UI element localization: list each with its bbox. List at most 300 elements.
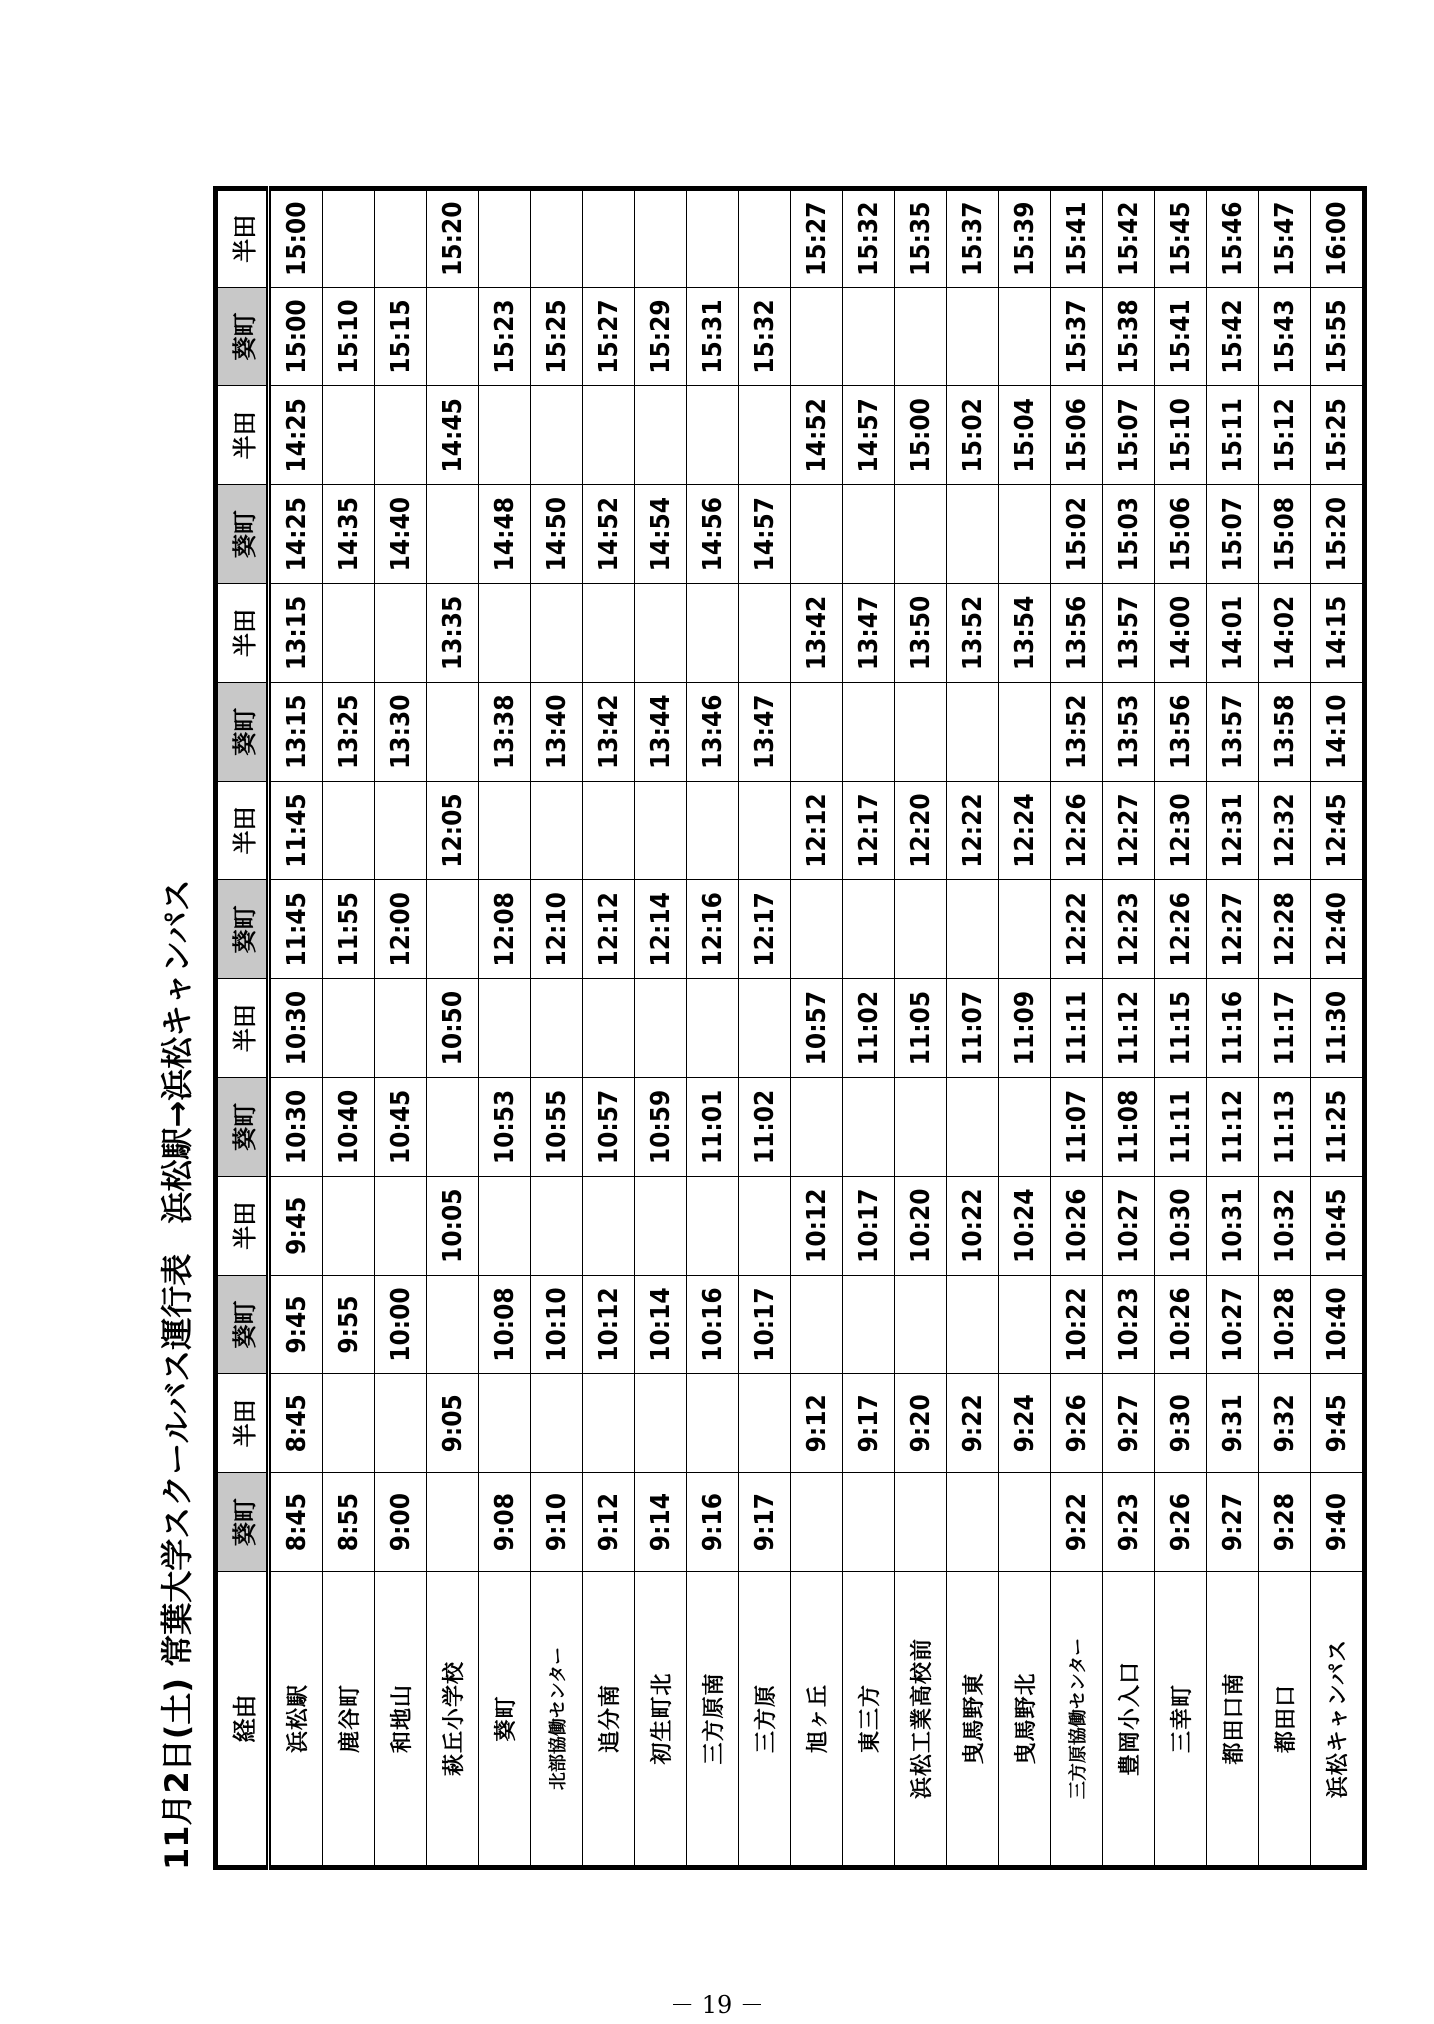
departure-time: 15:39	[999, 188, 1051, 287]
departure-time: 14:25	[269, 386, 323, 485]
departure-time	[791, 1078, 843, 1177]
departure-time: 15:47	[1259, 188, 1311, 287]
departure-time: 15:45	[1155, 188, 1207, 287]
departure-time: 16:00	[1311, 188, 1365, 287]
departure-time: 15:37	[1051, 287, 1103, 386]
departure-time: 9:32	[1259, 1374, 1311, 1473]
table-row	[269, 188, 323, 1867]
departure-time	[531, 1374, 583, 1473]
departure-time	[323, 386, 375, 485]
departure-time	[999, 1078, 1051, 1177]
departure-time: 9:45	[269, 1275, 323, 1374]
departure-time: 12:28	[1259, 880, 1311, 979]
departure-time: 15:55	[1311, 287, 1365, 386]
departure-time: 11:02	[843, 979, 895, 1078]
departure-time: 10:12	[583, 1275, 635, 1374]
stop-name: 旭ヶ丘	[791, 1572, 843, 1868]
departure-time: 10:26	[1155, 1275, 1207, 1374]
stop-name: 都田口	[1259, 1572, 1311, 1868]
header-aoi: 葵町	[216, 1078, 269, 1177]
stop-name: 萩丘小学校	[427, 1572, 479, 1868]
departure-time: 10:40	[323, 1078, 375, 1177]
departure-time: 15:12	[1259, 386, 1311, 485]
departure-time	[323, 1176, 375, 1275]
departure-time: 10:59	[635, 1078, 687, 1177]
departure-time: 14:00	[1155, 584, 1207, 683]
departure-time: 13:44	[635, 682, 687, 781]
departure-time: 12:12	[791, 781, 843, 880]
timetable-body	[269, 188, 1365, 1867]
departure-time: 11:12	[1103, 979, 1155, 1078]
departure-time: 11:13	[1259, 1078, 1311, 1177]
departure-time: 10:23	[1103, 1275, 1155, 1374]
departure-time: 15:00	[269, 287, 323, 386]
departure-time: 15:15	[375, 287, 427, 386]
table-row	[375, 188, 427, 1867]
page-number: － 19 －	[670, 1991, 764, 2019]
departure-time	[583, 1374, 635, 1473]
stop-name: 浜松駅	[269, 1572, 323, 1868]
departure-time	[375, 1176, 427, 1275]
departure-time: 13:46	[687, 682, 739, 781]
departure-time: 13:42	[791, 584, 843, 683]
departure-time: 12:20	[895, 781, 947, 880]
departure-time: 10:24	[999, 1176, 1051, 1275]
departure-time: 10:55	[531, 1078, 583, 1177]
departure-time: 13:52	[1051, 682, 1103, 781]
departure-time	[635, 979, 687, 1078]
departure-time: 12:45	[1311, 781, 1365, 880]
departure-time	[427, 682, 479, 781]
departure-time	[323, 584, 375, 683]
departure-time	[583, 386, 635, 485]
table-row	[1155, 188, 1207, 1867]
departure-time	[375, 188, 427, 287]
departure-time	[947, 682, 999, 781]
stop-name: 浜松工業高校前	[895, 1572, 947, 1868]
departure-time	[739, 1176, 791, 1275]
departure-time: 10:16	[687, 1275, 739, 1374]
departure-time: 12:05	[427, 781, 479, 880]
departure-time	[375, 781, 427, 880]
departure-time: 12:27	[1207, 880, 1259, 979]
departure-time: 15:00	[895, 386, 947, 485]
departure-time: 12:26	[1155, 880, 1207, 979]
departure-time: 10:57	[583, 1078, 635, 1177]
header-route: 経由	[216, 1572, 269, 1868]
departure-time: 12:26	[1051, 781, 1103, 880]
departure-time: 11:02	[739, 1078, 791, 1177]
header-handa: 半田	[216, 386, 269, 485]
departure-time	[843, 485, 895, 584]
departure-time	[583, 781, 635, 880]
departure-time: 13:52	[947, 584, 999, 683]
departure-time: 15:06	[1051, 386, 1103, 485]
departure-time: 11:25	[1311, 1078, 1365, 1177]
departure-time: 15:07	[1103, 386, 1155, 485]
departure-time: 10:08	[479, 1275, 531, 1374]
departure-time: 15:46	[1207, 188, 1259, 287]
table-row	[1051, 188, 1103, 1867]
departure-time	[479, 1374, 531, 1473]
departure-time: 12:30	[1155, 781, 1207, 880]
title-main: 11月2日(土) 常葉大学スクールバス運行表	[158, 1253, 196, 1870]
departure-time: 10:50	[427, 979, 479, 1078]
table-row	[1207, 188, 1259, 1867]
table-row	[1103, 188, 1155, 1867]
departure-time	[479, 584, 531, 683]
departure-time: 15:07	[1207, 485, 1259, 584]
departure-time	[895, 1275, 947, 1374]
departure-time: 9:17	[739, 1473, 791, 1572]
departure-time: 9:30	[1155, 1374, 1207, 1473]
departure-time: 12:23	[1103, 880, 1155, 979]
departure-time: 9:55	[323, 1275, 375, 1374]
departure-time: 11:55	[323, 880, 375, 979]
departure-time	[479, 979, 531, 1078]
header-handa: 半田	[216, 1176, 269, 1275]
departure-time: 10:12	[791, 1176, 843, 1275]
departure-time	[583, 979, 635, 1078]
departure-time: 14:57	[739, 485, 791, 584]
departure-time	[791, 1473, 843, 1572]
table-row	[1259, 188, 1311, 1867]
departure-time: 10:27	[1207, 1275, 1259, 1374]
departure-time	[947, 1078, 999, 1177]
departure-time	[687, 979, 739, 1078]
departure-time: 9:28	[1259, 1473, 1311, 1572]
departure-time: 11:16	[1207, 979, 1259, 1078]
departure-time: 9:27	[1207, 1473, 1259, 1572]
departure-time	[895, 682, 947, 781]
table-row	[479, 188, 531, 1867]
departure-time: 11:12	[1207, 1078, 1259, 1177]
departure-time: 15:38	[1103, 287, 1155, 386]
departure-time: 10:17	[843, 1176, 895, 1275]
departure-time: 15:42	[1207, 287, 1259, 386]
departure-time	[375, 584, 427, 683]
stop-name: 北部協働センター	[531, 1572, 583, 1868]
stop-name: 浜松キャンパス	[1311, 1572, 1365, 1868]
departure-time: 15:02	[1051, 485, 1103, 584]
header-handa: 半田	[216, 979, 269, 1078]
departure-time: 13:56	[1155, 682, 1207, 781]
stop-name: 都田口南	[1207, 1572, 1259, 1868]
departure-time: 10:22	[947, 1176, 999, 1275]
table-row	[739, 188, 791, 1867]
departure-time: 10:45	[375, 1078, 427, 1177]
departure-time: 14:56	[687, 485, 739, 584]
departure-time: 15:27	[583, 287, 635, 386]
departure-time: 15:25	[531, 287, 583, 386]
departure-time: 15:41	[1051, 188, 1103, 287]
stop-name: 三幸町	[1155, 1572, 1207, 1868]
departure-time: 14:40	[375, 485, 427, 584]
departure-time: 10:31	[1207, 1176, 1259, 1275]
departure-time	[531, 979, 583, 1078]
stop-name: 鹿谷町	[323, 1572, 375, 1868]
departure-time: 11:08	[1103, 1078, 1155, 1177]
departure-time	[895, 1078, 947, 1177]
departure-time	[739, 781, 791, 880]
departure-time	[999, 485, 1051, 584]
departure-time: 9:08	[479, 1473, 531, 1572]
departure-time	[895, 1473, 947, 1572]
departure-time	[531, 584, 583, 683]
table-row	[791, 188, 843, 1867]
departure-time: 10:26	[1051, 1176, 1103, 1275]
header-aoi: 葵町	[216, 682, 269, 781]
departure-time: 10:10	[531, 1275, 583, 1374]
departure-time: 14:52	[791, 386, 843, 485]
departure-time: 12:27	[1103, 781, 1155, 880]
departure-time	[375, 386, 427, 485]
departure-time: 15:42	[1103, 188, 1155, 287]
departure-time	[323, 781, 375, 880]
departure-time	[427, 485, 479, 584]
departure-time	[739, 584, 791, 683]
departure-time: 15:10	[1155, 386, 1207, 485]
departure-time: 11:30	[1311, 979, 1365, 1078]
departure-time	[583, 584, 635, 683]
departure-time: 11:01	[687, 1078, 739, 1177]
departure-time: 9:05	[427, 1374, 479, 1473]
departure-time: 13:58	[1259, 682, 1311, 781]
departure-time: 15:04	[999, 386, 1051, 485]
departure-time: 12:31	[1207, 781, 1259, 880]
departure-time: 13:35	[427, 584, 479, 683]
departure-time	[531, 386, 583, 485]
departure-time: 11:05	[895, 979, 947, 1078]
departure-time: 15:00	[269, 188, 323, 287]
departure-time: 9:14	[635, 1473, 687, 1572]
departure-time	[583, 188, 635, 287]
table-row	[427, 188, 479, 1867]
timetable-rotated-block	[145, 190, 1352, 1870]
departure-time: 11:15	[1155, 979, 1207, 1078]
departure-time: 13:38	[479, 682, 531, 781]
departure-time: 13:15	[269, 584, 323, 683]
departure-time: 10:32	[1259, 1176, 1311, 1275]
table-row	[947, 188, 999, 1867]
timetable	[213, 186, 1367, 1870]
departure-time	[843, 1275, 895, 1374]
departure-time	[843, 1473, 895, 1572]
departure-time: 12:22	[1051, 880, 1103, 979]
departure-time: 9:20	[895, 1374, 947, 1473]
departure-time: 9:00	[375, 1473, 427, 1572]
departure-time	[999, 682, 1051, 781]
departure-time	[427, 287, 479, 386]
departure-time: 9:12	[791, 1374, 843, 1473]
departure-time: 11:07	[1051, 1078, 1103, 1177]
departure-time: 15:32	[739, 287, 791, 386]
departure-time	[895, 485, 947, 584]
departure-time	[531, 188, 583, 287]
departure-time	[635, 584, 687, 683]
header-aoi: 葵町	[216, 880, 269, 979]
departure-time: 14:50	[531, 485, 583, 584]
departure-time: 10:30	[1155, 1176, 1207, 1275]
departure-time	[791, 880, 843, 979]
departure-time	[531, 781, 583, 880]
departure-time: 15:06	[1155, 485, 1207, 584]
departure-time: 15:31	[687, 287, 739, 386]
departure-time	[999, 1275, 1051, 1374]
departure-time	[375, 1374, 427, 1473]
departure-time: 9:45	[1311, 1374, 1365, 1473]
departure-time	[739, 979, 791, 1078]
departure-time: 8:45	[269, 1473, 323, 1572]
departure-time	[687, 584, 739, 683]
departure-time: 10:28	[1259, 1275, 1311, 1374]
departure-time	[947, 880, 999, 979]
departure-time	[687, 386, 739, 485]
departure-time: 13:57	[1103, 584, 1155, 683]
departure-time: 9:27	[1103, 1374, 1155, 1473]
departure-time: 10:22	[1051, 1275, 1103, 1374]
departure-time: 14:52	[583, 485, 635, 584]
departure-time: 13:54	[999, 584, 1051, 683]
departure-time	[947, 287, 999, 386]
departure-time: 10:14	[635, 1275, 687, 1374]
departure-time: 12:16	[687, 880, 739, 979]
departure-time: 13:40	[531, 682, 583, 781]
header-handa: 半田	[216, 781, 269, 880]
departure-time	[947, 1473, 999, 1572]
departure-time	[635, 1374, 687, 1473]
departure-time: 11:11	[1155, 1078, 1207, 1177]
table-row	[635, 188, 687, 1867]
departure-time	[323, 979, 375, 1078]
departure-time: 10:57	[791, 979, 843, 1078]
departure-time	[427, 1473, 479, 1572]
timetable-title	[145, 190, 210, 1870]
departure-time	[843, 1078, 895, 1177]
departure-time: 13:30	[375, 682, 427, 781]
stop-name: 東三方	[843, 1572, 895, 1868]
departure-time	[375, 979, 427, 1078]
departure-time	[635, 386, 687, 485]
departure-time: 12:32	[1259, 781, 1311, 880]
departure-time	[895, 287, 947, 386]
departure-time: 13:25	[323, 682, 375, 781]
stop-name: 三方原南	[687, 1572, 739, 1868]
departure-time	[635, 1176, 687, 1275]
departure-time: 12:22	[947, 781, 999, 880]
departure-time: 9:17	[843, 1374, 895, 1473]
header-row	[216, 188, 269, 1867]
stop-name: 初生町北	[635, 1572, 687, 1868]
departure-time: 15:23	[479, 287, 531, 386]
departure-time: 8:55	[323, 1473, 375, 1572]
departure-time: 12:10	[531, 880, 583, 979]
departure-time	[791, 485, 843, 584]
departure-time: 11:45	[269, 781, 323, 880]
departure-time: 9:24	[999, 1374, 1051, 1473]
departure-time: 14:10	[1311, 682, 1365, 781]
stop-name: 三方原協働センター	[1051, 1572, 1103, 1868]
departure-time	[687, 1374, 739, 1473]
departure-time: 12:12	[583, 880, 635, 979]
departure-time: 14:54	[635, 485, 687, 584]
departure-time	[999, 287, 1051, 386]
departure-time: 12:17	[739, 880, 791, 979]
departure-time: 9:10	[531, 1473, 583, 1572]
departure-time: 10:30	[269, 979, 323, 1078]
departure-time: 10:45	[1311, 1176, 1365, 1275]
table-row	[999, 188, 1051, 1867]
departure-time: 13:47	[843, 584, 895, 683]
departure-time: 10:05	[427, 1176, 479, 1275]
stop-name: 葵町	[479, 1572, 531, 1868]
table-row	[323, 188, 375, 1867]
departure-time	[791, 682, 843, 781]
departure-time: 15:41	[1155, 287, 1207, 386]
departure-time: 9:26	[1051, 1374, 1103, 1473]
departure-time: 11:11	[1051, 979, 1103, 1078]
departure-time: 11:09	[999, 979, 1051, 1078]
departure-time	[843, 287, 895, 386]
departure-time: 10:20	[895, 1176, 947, 1275]
table-row	[687, 188, 739, 1867]
departure-time: 9:26	[1155, 1473, 1207, 1572]
header-handa: 半田	[216, 584, 269, 683]
departure-time: 10:53	[479, 1078, 531, 1177]
departure-time: 13:42	[583, 682, 635, 781]
departure-time: 10:40	[1311, 1275, 1365, 1374]
departure-time: 14:57	[843, 386, 895, 485]
table-row	[531, 188, 583, 1867]
departure-time: 15:03	[1103, 485, 1155, 584]
stop-name: 豊岡小入口	[1103, 1572, 1155, 1868]
title-route: 浜松駅→浜松キャンパス	[158, 879, 196, 1224]
departure-time: 12:00	[375, 880, 427, 979]
departure-time	[947, 1275, 999, 1374]
departure-time	[323, 188, 375, 287]
departure-time: 15:25	[1311, 386, 1365, 485]
departure-time: 12:14	[635, 880, 687, 979]
departure-time	[635, 188, 687, 287]
departure-time	[687, 188, 739, 287]
table-row	[1311, 188, 1365, 1867]
departure-time: 11:45	[269, 880, 323, 979]
table-row	[843, 188, 895, 1867]
departure-time	[739, 188, 791, 287]
departure-time: 14:15	[1311, 584, 1365, 683]
departure-time	[999, 880, 1051, 979]
header-aoi: 葵町	[216, 1275, 269, 1374]
departure-time: 9:12	[583, 1473, 635, 1572]
departure-time: 9:22	[947, 1374, 999, 1473]
departure-time: 11:07	[947, 979, 999, 1078]
stop-name: 和地山	[375, 1572, 427, 1868]
stop-name: 追分南	[583, 1572, 635, 1868]
departure-time: 13:57	[1207, 682, 1259, 781]
departure-time	[479, 188, 531, 287]
departure-time: 15:29	[635, 287, 687, 386]
departure-time	[427, 1078, 479, 1177]
header-handa: 半田	[216, 188, 269, 287]
header-aoi: 葵町	[216, 1473, 269, 1572]
departure-time	[479, 386, 531, 485]
departure-time	[479, 1176, 531, 1275]
table-row	[583, 188, 635, 1867]
departure-time: 15:10	[323, 287, 375, 386]
departure-time	[843, 682, 895, 781]
departure-time: 15:37	[947, 188, 999, 287]
departure-time	[427, 1275, 479, 1374]
